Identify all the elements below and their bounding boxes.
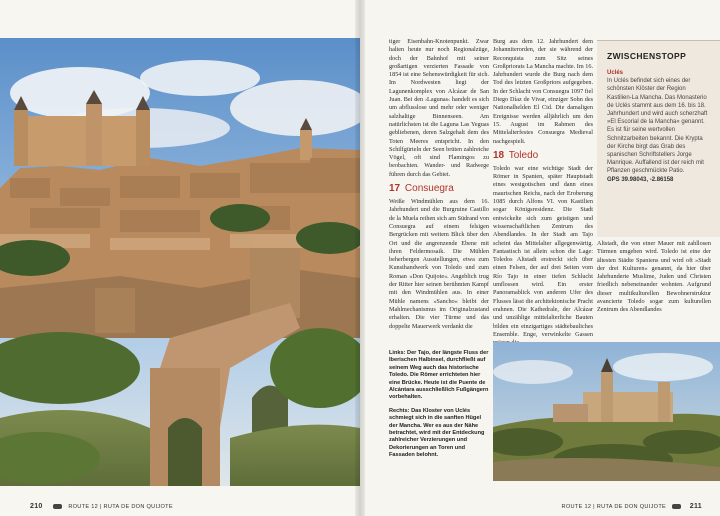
section-18-number: 18: [493, 149, 505, 161]
left-footer: 210 ROUTE 12 | RUTA DE DON QUIJOTE: [30, 503, 173, 510]
box-gps: GPS 39.98043, -2.86158: [607, 176, 674, 183]
page-gutter: [355, 0, 365, 516]
box-title: ZWISCHENSTOPP: [607, 51, 687, 61]
col2-text: [493, 38, 593, 347]
right-column-paragraph: Altstadt, die von einer Mauer mit zahllosen Türmen umgeben wird. Toledo ist eine der ältesten Städte Spaniens und wird oft »Stadt der drei Kulturen« genannt, da hier über Jahrhunderte Muslime, Juden und Christen friedlich nebeneinander wohnten. Aufgrund dieser multikulturellen Bewohnerstruktur avancierte Toledo sogar zum kulturellen Zentrum des Abendlandes: [597, 240, 711, 314]
left-footer-route: ROUTE 12: [68, 504, 99, 510]
caption-left: Links: Der Tajo, der längste Fluss der Iberischen Halbinsel, durchfließt auf seinem Weg auch das historische Toledo. Die Römer errichteten hier eine Brücke. Heute ist die Puente de Alcántara ausschließlich Fußgängern vorbehalten.: [389, 350, 489, 401]
col1b-paragraph: Weiße Windmühlen aus dem 16. Jahrhundert und die Burgruine Castillo de la Muela reihen sich am Südrand von Consuegra auf einem felsigen Bergrücken mit weitem Blick über den Ort und die angrenzende Ebene mit ihren Feldermosaik. Die Mühlen beherbergen Ausstellungen, etwa zum Kunsthandwerk von Toledo und zum Roman »Don Quijote«. Angeblich trug der Ritter hier seinen berühmten Kampf mit den Windmühlen aus. In einer Mühle namens »Sancho« bleibt der Mahlmechanismus im Originalzustand erhalten. Die vier Türme und das doppelte Mauerwerk verdankt die: [389, 198, 489, 330]
right-page-number: 211: [689, 503, 702, 510]
box-text: In Uclés befindet sich eines der schönsten Klöster der Region Kastilien-La Mancha. Das Monasterio de Uclés stammt aus dem 16. bis 18. Jahrhundert und wird auch scherzhaft »El Escorial de la Mancha« genannt. Es ist für seine wertvollen Schnitzarbeiten bekannt. Die Krypta der Kirche birgt das Grab des spanischen Schriftstellers Jorge Manrique. Auffallend ist der reich mit Pflanzen geschmückte Patio.: [607, 78, 708, 175]
caption-right: Rechts: Das Kloster von Uclés schmiegt sich in die sanften Hügel der Mancha. Wer es aus der Nähe betrachtet, wird mit der Entdeckung zahlreicher Verzierungen und Dekorierungen an Toren und Fassaden belohnt.: [389, 407, 485, 459]
col2b-paragraph: Toledo war eine wichtige Stadt der Römer in Spanien, später Hauptstadt eines westgotischen und dann eines maurischen Reichs, nach der Eroberung 1085 durch Alfons VI. von Kastilien sogar Königsresidenz. Die Stadt entwickelte sich zum geistigen und wissenschaftlichen Zentrum des Abendlandes. In der Stadt am Tajo scheint das Mittelalter allgegenwärtig. Fantastisch ist allein schon die Lage: Toledos Altstadt erstreckt sich über einen Felsen, der auf drei Seiten vom Río Tajo in einer tiefen Schlucht umflossen wird. Ein erster Panoramablick von anderen Ufer des Flusses lässt die architektonische Pracht erahnen. Die Kathedrale, der Alcázar und unzählige mittelalterliche Bauten bilden ein einzigartiges städtebauliches Ensemble. Enge, verwinkelte Gassen: [493, 164, 593, 338]
col1-text: [389, 38, 489, 331]
toledo-photo: [0, 38, 360, 486]
car-logo-icon: [53, 504, 62, 509]
car-logo-icon-right: [672, 504, 681, 509]
right-footer: ROUTE 12 | RUTA DE DON QUIJOTE 211: [561, 503, 702, 510]
col2-paragraph: Burg aus dem 12. Jahrhundert dem Johanniterorden, der sie während der Reconquista zum Sitz seines Großpriorats La Mancha machte. Im 16. Jahrhundert wurde die Burg nach dem Tod des letzten Großpriors aufgegeben. In der Schlacht von Consuegra 1097 fiel Diego Díaz de Vivar, einziger Sohn des Nationalhelden El Cid. Die damaligen Ereignisse werden alljährlich um den 15. August im Rahmen des Mittelalterfestes Consuegra Medieval nachgespielt.: [493, 38, 594, 145]
section-18-heading: [493, 150, 593, 162]
toledo-illustration: [0, 38, 360, 486]
section-18-title: Toledo: [508, 149, 539, 161]
ucles-photo: [493, 342, 720, 481]
ucles-illustration: [493, 342, 720, 481]
zwischenstopp-box: [597, 40, 720, 237]
section-17-title: Consuegra: [404, 183, 454, 195]
section-17-number: 17: [389, 183, 401, 195]
captions: [389, 350, 489, 466]
right-page: [360, 0, 720, 516]
col1-paragraph: tiger Eisenbahn-Knotenpunkt. Zwar halten heute nur noch Regionalzüge, doch der Bahnhof mit seiner großartigen verzierten Fassade von 1854 ist eine Sehenswürdigkeit für sich. Im Nordwesten liegt der Lagunenkomplex von Alcázar de San Juan. Bei den ›Lagunas‹ handelt es sich um abflusslose und mehr oder weniger salzhaltige Binnenseen. Am natürlichsten ist die Laguna Las Yeguas gebliebenen, deren Salzgehalt dem des Toten Meeres entspricht. In den Schilfgürteln der Seen brüten zahlreiche Vögel, oft sind Flamingos zu beobachten. Wander- und Radwege führen durch das Gebiet.: [389, 38, 489, 178]
right-footer-route: ROUTE 12: [561, 504, 592, 510]
left-page-number: 210: [30, 503, 43, 510]
right-footer-title: RUTA DE DON QUIJOTE: [596, 504, 667, 510]
section-17-heading: [389, 183, 489, 195]
right-column-text: [597, 240, 711, 315]
box-heading: Uclés: [607, 70, 624, 76]
left-footer-title: RUTA DE DON QUIJOTE: [103, 504, 173, 510]
box-body: [597, 69, 720, 184]
